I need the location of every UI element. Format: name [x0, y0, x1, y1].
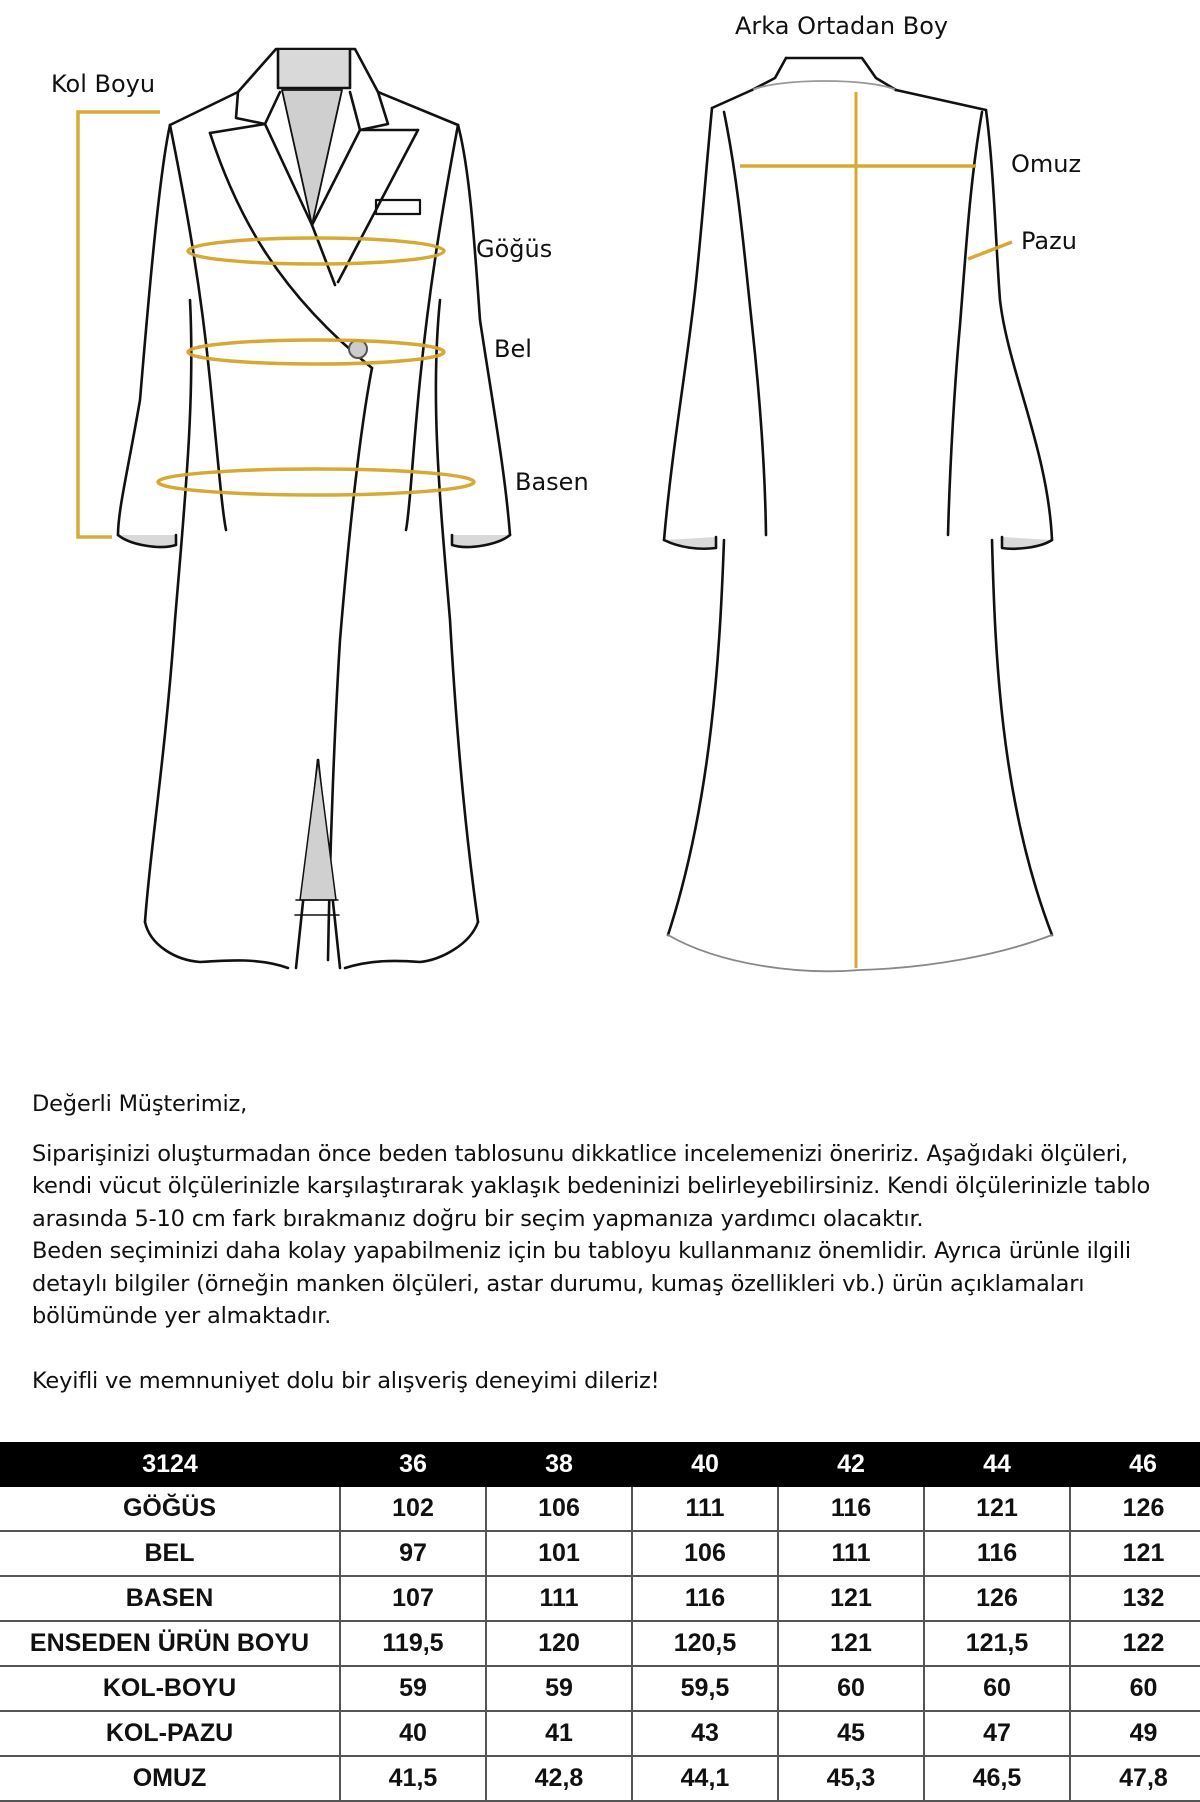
- header-size-36: 36: [340, 1442, 486, 1487]
- table-cell: 97: [340, 1531, 486, 1576]
- table-row-kol-boyu: [0, 1666, 1200, 1711]
- table-cell: 119,5: [340, 1621, 486, 1666]
- table-cell: 121,5: [924, 1621, 1070, 1666]
- table-cell: 59: [486, 1666, 632, 1711]
- label-omuz: Omuz: [1011, 150, 1082, 178]
- table-cell: 116: [924, 1531, 1070, 1576]
- front-view-coat: [118, 49, 510, 968]
- table-cell: 59: [340, 1666, 486, 1711]
- header-size-40: 40: [632, 1442, 778, 1487]
- table-cell: 59,5: [632, 1666, 778, 1711]
- greeting-text: Değerli Müşterimiz,: [32, 1091, 248, 1117]
- back-view-coat: [664, 58, 1052, 971]
- bicep-measure-line: [968, 242, 1012, 259]
- table-cell: 60: [778, 1666, 924, 1711]
- hip-measure-ring: [158, 469, 474, 495]
- row-label: ENSEDEN ÜRÜN BOYU: [0, 1621, 340, 1666]
- table-row-omuz: [0, 1756, 1200, 1801]
- table-cell: 44,1: [632, 1756, 778, 1801]
- table-cell: 121: [778, 1621, 924, 1666]
- label-basen: Basen: [515, 468, 589, 496]
- header-size-44: 44: [924, 1442, 1070, 1487]
- table-cell: 111: [486, 1576, 632, 1621]
- table-cell: 101: [486, 1531, 632, 1576]
- table-cell: 121: [924, 1487, 1070, 1531]
- row-label: BASEN: [0, 1576, 340, 1621]
- table-row-bel: [0, 1531, 1200, 1576]
- table-cell: 122: [1070, 1621, 1200, 1666]
- table-row-basen: [0, 1576, 1200, 1621]
- table-cell: 121: [1070, 1531, 1200, 1576]
- row-label: KOL-BOYU: [0, 1666, 340, 1711]
- customer-message: [32, 1088, 1172, 1397]
- header-size-46: 46: [1070, 1442, 1200, 1487]
- header-size-42: 42: [778, 1442, 924, 1487]
- header-model-code: 3124: [0, 1442, 340, 1487]
- row-label: GÖĞÜS: [0, 1487, 340, 1531]
- table-cell: 47,8: [1070, 1756, 1200, 1801]
- table-cell: 106: [486, 1487, 632, 1531]
- table-cell: 126: [1070, 1487, 1200, 1531]
- instruction-paragraph-1: Siparişinizi oluşturmadan önce beden tablosunu dikkatlice incelemenizi öneririz. Aşağıdaki ölçüleri, kendi vücut ölçülerinizle karşılaştırarak yaklaşık bedeninizi belirleyebilirsiniz. Kendi ölçülerinizle tablo arasında 5-10 cm fark bırakmanız doğru bir seçim yapmanıza yardımcı olacaktır.: [32, 1140, 1151, 1232]
- table-cell: 116: [632, 1576, 778, 1621]
- header-size-38: 38: [486, 1442, 632, 1487]
- table-cell: 47: [924, 1711, 1070, 1756]
- table-header-row: [0, 1442, 1200, 1487]
- row-label: OMUZ: [0, 1756, 340, 1801]
- label-gogus: Göğüs: [476, 235, 553, 263]
- label-arka-ortadan-boy: Arka Ortadan Boy: [735, 12, 949, 40]
- table-cell: 120,5: [632, 1621, 778, 1666]
- table-cell: 60: [1070, 1666, 1200, 1711]
- table-cell: 41: [486, 1711, 632, 1756]
- table-cell: 111: [778, 1531, 924, 1576]
- closing-text: Keyifli ve memnuniyet dolu bir alışveriş deneyimi dileriz!: [32, 1367, 660, 1394]
- waist-measure-ring: [188, 340, 444, 364]
- instruction-paragraph-2: Beden seçiminizi daha kolay yapabilmeniz için bu tabloyu kullanmanız önemlidir. Ayrıca ürünle ilgili detaylı bilgiler (örneğin manken ölçüleri, astar durumu, kumaş özellikleri vb.) ürün açıklamaları bölümünde yer almaktadır.: [32, 1238, 1131, 1329]
- label-kol-boyu: Kol Boyu: [51, 70, 156, 98]
- row-label: KOL-PAZU: [0, 1711, 340, 1756]
- label-pazu: Pazu: [1021, 227, 1077, 255]
- table-cell: 49: [1070, 1711, 1200, 1756]
- table-cell: 121: [778, 1576, 924, 1621]
- table-cell: 106: [632, 1531, 778, 1576]
- table-cell: 107: [340, 1576, 486, 1621]
- table-cell: 102: [340, 1487, 486, 1531]
- table-row-gogus: [0, 1487, 1200, 1531]
- table-cell: 45,3: [778, 1756, 924, 1801]
- table-row-enseden-urun-boyu: [0, 1621, 1200, 1666]
- table-cell: 126: [924, 1576, 1070, 1621]
- table-cell: 116: [778, 1487, 924, 1531]
- table-cell: 46,5: [924, 1756, 1070, 1801]
- table-cell: 45: [778, 1711, 924, 1756]
- table-cell: 60: [924, 1666, 1070, 1711]
- table-cell: 111: [632, 1487, 778, 1531]
- table-cell: 42,8: [486, 1756, 632, 1801]
- table-cell: 120: [486, 1621, 632, 1666]
- row-label: BEL: [0, 1531, 340, 1576]
- table-row-kol-pazu: [0, 1711, 1200, 1756]
- table-cell: 43: [632, 1711, 778, 1756]
- table-cell: 41,5: [340, 1756, 486, 1801]
- table-cell: 40: [340, 1711, 486, 1756]
- size-chart-table: [0, 1442, 1200, 1802]
- label-bel: Bel: [494, 335, 532, 363]
- chest-measure-ring: [188, 238, 444, 264]
- table-cell: 132: [1070, 1576, 1200, 1621]
